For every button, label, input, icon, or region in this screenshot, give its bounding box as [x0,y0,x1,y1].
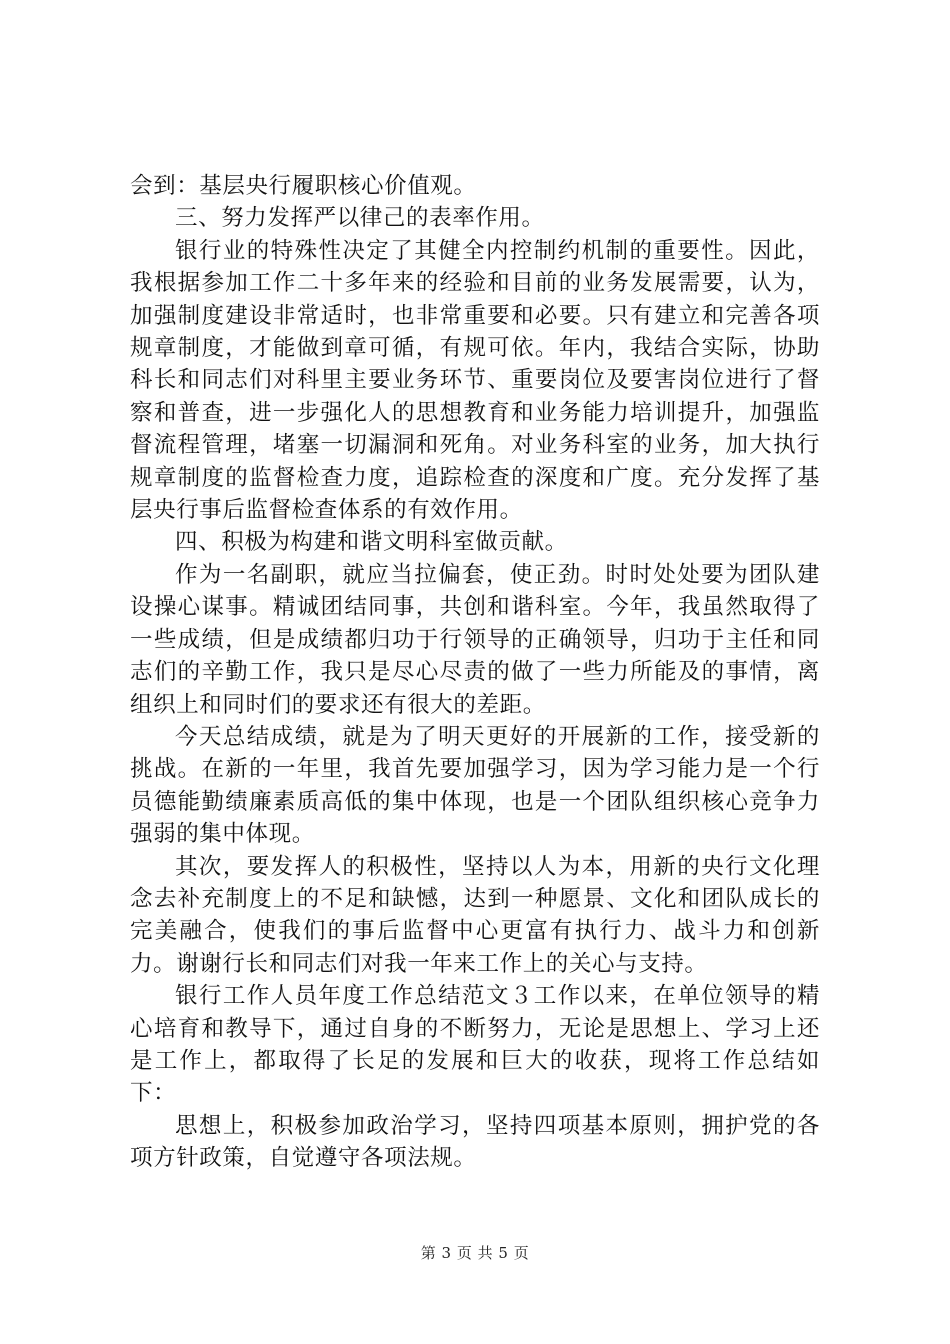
paragraph-internal-control: 银行业的特殊性决定了其健全内控制约机制的重要性。因此，我根据参加工作二十多年来的经验和目前的业务发展需要，认为，加强制度建设非常适时，也非常重要和必要。只有建立和完善各项规章制度，才能做到章可循，有规可依。年内，我结合实际，协助科长和同志们对科里主要业务环节、重要岗位及要害岗位进行了督察和普查，进一步强化人的思想教育和业务能力培训提升，加强监督流程管理，堵塞一切漏洞和死角。对业务科室的业务，加大执行规章制度的监督检查力度，追踪检查的深度和广度。充分发挥了基层央行事后监督检查体系的有效作用。 [130,237,820,524]
paragraph-deputy-role: 作为一名副职，就应当拉偏套，使正劲。时时处处要为团队建设操心谋事。精诚团结同事，共创和谐科室。今年，我虽然取得了一些成绩，但是成绩都归功于行领导的正确领导，归功于主任和同志们的辛勤工作，我只是尽心尽责的做了一些力所能及的事情，离组织上和同时们的要求还有很大的差距。 [130,561,820,718]
section-heading-four: 四、积极为构建和谐文明科室做贡献。 [175,529,568,556]
paragraph-secondly: 其次，要发挥人的积极性，坚持以人为本，用新的央行文化理念去补充制度上的不足和缺憾，达到一种愿景、文化和团队成长的完美融合，使我们的事后监督中心更富有执行力、战斗力和创新力。谢谢行长和同志们对我一年来工作上的关心与支持。 [130,853,820,977]
page-footer: 第 3 页 共 5 页 [420,1244,530,1262]
paragraph-sample-three-intro: 银行工作人员年度工作总结范文３工作以来，在单位领导的精心培育和教导下，通过自身的不断努力，无论是思想上、学习上还是工作上，都取得了长足的发展和巨大的收获，现将工作总结如下： [130,983,820,1107]
section-heading-three: 三、努力发挥严以律己的表率作用。 [175,205,545,232]
paragraph-continuation: 会到：基层央行履职核心价值观。 [130,173,477,199]
paragraph-ideology: 思想上，积极参加政治学习，坚持四项基本原则，拥护党的各项方针政策，自觉遵守各项法规。 [130,1112,820,1172]
document-body [130,170,820,1175]
paragraph-summary-outlook: 今天总结成绩，就是为了明天更好的开展新的工作，接受新的挑战。在新的一年里，我首先要加强学习，因为学习能力是一个行员德能勤绩廉素质高低的集中体现，也是一个团队组织核心竞争力强弱的集中体现。 [130,723,820,848]
